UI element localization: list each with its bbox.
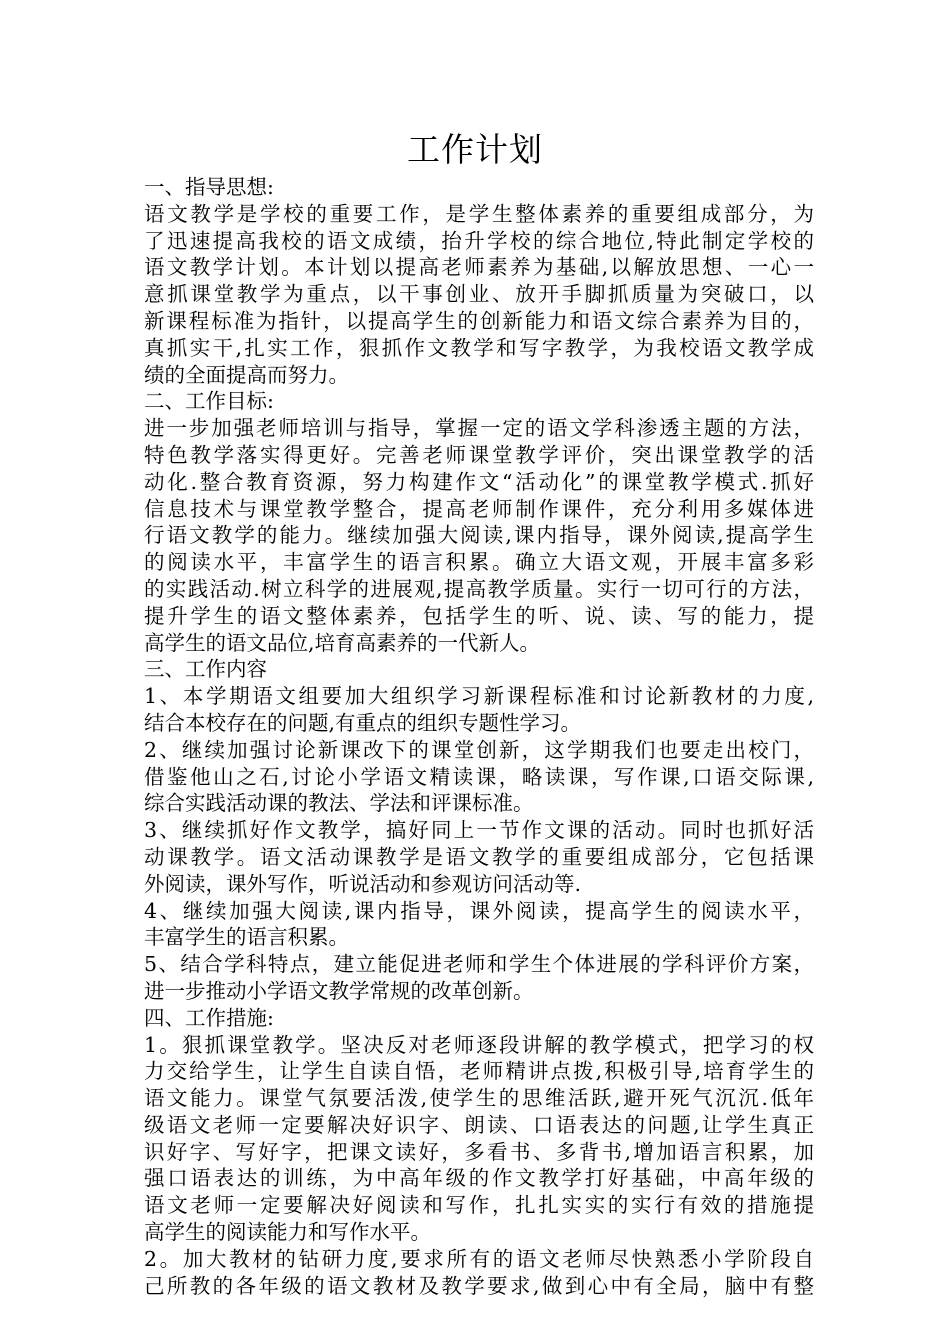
- text-line: 识好字、写好字，把课文读好，多看书、多背书,增加语言积累，加: [144, 1139, 814, 1164]
- text-line: 5、结合学科特点，建立能促进老师和学生个体进展的学科评价方案，: [144, 952, 814, 977]
- text-line: 行语文教学的能力。继续加强大阅读,课内指导，课外阅读,提高学生: [144, 523, 814, 548]
- text-line: 三、工作内容: [144, 657, 267, 682]
- text-line: 外阅读，课外写作，听说活动和参观访问活动等.: [144, 871, 582, 896]
- text-line: 借鉴他山之石,讨论小学语文精读课，略读课，写作课,口语交际课,: [144, 764, 814, 789]
- text-line: 了迅速提高我校的语文成绩，抬升学校的综合地位,特此制定学校的: [144, 228, 814, 253]
- text-line: 进一步加强老师培训与指导，掌握一定的语文学科渗透主题的方法，: [144, 416, 814, 441]
- text-line: 结合本校存在的问题,有重点的组织专题性学习。: [144, 710, 582, 735]
- text-line: 特色教学落实得更好。完善老师课堂教学评价，突出课堂教学的活: [144, 442, 814, 467]
- text-line: 信息技术与课堂教学整合，提高老师制作课件，充分利用多媒体进: [144, 496, 814, 521]
- document-body: [144, 174, 814, 1299]
- text-line: 3、继续抓好作文教学，搞好同上一节作文课的活动。同时也抓好活: [144, 818, 814, 843]
- text-line: 四、工作措施:: [144, 1005, 274, 1030]
- text-line: 力交给学生，让学生自读自悟，老师精讲点拨,积极引导,培育学生的: [144, 1059, 814, 1084]
- text-line: 高学生的语文品位,培育高素养的一代新人。: [144, 630, 541, 655]
- text-line: 丰富学生的语言积累。: [144, 925, 349, 950]
- text-line: 的实践活动.树立科学的进展观,提高教学质量。实行一切可行的方法，: [144, 576, 814, 601]
- text-line: 语文教学是学校的重要工作，是学生整体素养的重要组成部分，为: [144, 201, 814, 226]
- text-line: 语文能力。课堂气氛要活泼,使学生的思维活跃,避开死气沉沉.低年: [144, 1086, 814, 1111]
- text-line: 新课程标准为指针，以提高学生的创新能力和语文综合素养为目的，: [144, 308, 814, 333]
- document-title: 工作计划: [407, 130, 543, 169]
- text-line: 二、工作目标:: [144, 389, 274, 414]
- text-line: 级语文老师一定要解决好识字、朗读、口语表达的问题,让学生真正: [144, 1112, 814, 1137]
- text-line: 强口语表达的训练，为中高年级的作文教学打好基础，中高年级的: [144, 1166, 814, 1191]
- text-line: 2。加大教材的钻研力度,要求所有的语文老师尽快熟悉小学阶段自: [144, 1246, 814, 1271]
- text-line: 的阅读水平，丰富学生的语言积累。确立大语文观，开展丰富多彩: [144, 550, 814, 575]
- text-line: 1。狠抓课堂教学。坚决反对老师逐段讲解的教学模式，把学习的权: [144, 1032, 814, 1057]
- text-line: 己所教的各年级的语文教材及教学要求,做到心中有全局，脑中有整: [144, 1273, 814, 1298]
- text-line: 绩的全面提高而努力。: [144, 362, 349, 387]
- text-line: 4、继续加强大阅读,课内指导，课外阅读，提高学生的阅读水平，: [144, 898, 814, 923]
- text-line: 1、本学期语文组要加大组织学习新课程标准和讨论新教材的力度,: [144, 684, 814, 709]
- text-line: 动化.整合教育资源，努力构建作文“活动化”的课堂教学模式.抓好: [144, 469, 814, 494]
- text-line: 动课教学。语文活动课教学是语文教学的重要组成部分，它包括课: [144, 844, 814, 869]
- text-line: 真抓实干,扎实工作，狠抓作文教学和写字教学，为我校语文教学成: [144, 335, 814, 360]
- text-line: 2、继续加强讨论新课改下的课堂创新，这学期我们也要走出校门，: [144, 737, 814, 762]
- text-line: 一、指导思想:: [144, 175, 274, 199]
- text-line: 综合实践活动课的教法、学法和评课标准。: [144, 791, 534, 816]
- text-line: 提升学生的语文整体素养，包括学生的听、说、读、写的能力，提: [144, 603, 814, 628]
- text-line: 进一步推动小学语文教学常规的改革创新。: [144, 978, 534, 1003]
- text-line: 高学生的阅读能力和写作水平。: [144, 1220, 431, 1245]
- text-line: 语文老师一定要解决好阅读和写作，扎扎实实的实行有效的措施提: [144, 1193, 814, 1218]
- text-line: 意抓课堂教学为重点，以干事创业、放开手脚抓质量为突破口，以: [144, 282, 814, 307]
- text-line: 语文教学计划。本计划以提高老师素养为基础,以解放思想、一心一: [144, 255, 814, 280]
